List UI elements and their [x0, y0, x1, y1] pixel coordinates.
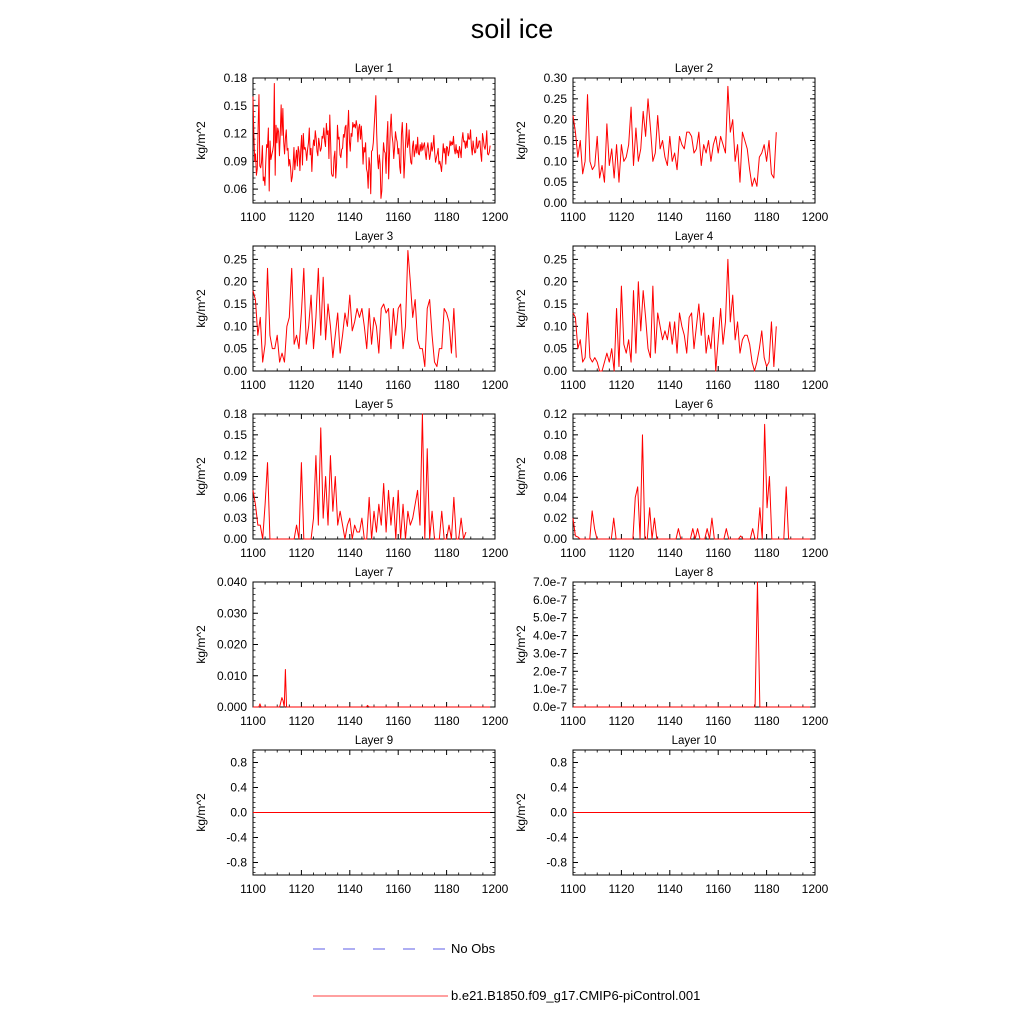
layer-8-ytick-label: 1.0e-7: [532, 682, 567, 697]
layer-10-xtick-label: 1180: [753, 882, 780, 896]
layer-3-xtick-label: 1100: [240, 378, 266, 392]
layer-1-xtick-label: 1140: [336, 210, 363, 224]
layer-3-ytick-label: 0.15: [223, 297, 247, 312]
layer-7-xtick-label: 1140: [336, 714, 363, 728]
layer-2-xtick-label: 1120: [608, 210, 635, 224]
layer-5-xtick-label: 1180: [433, 546, 460, 560]
layer-8-series-line: [573, 582, 810, 707]
layer-7-ytick-label: 0.030: [216, 606, 247, 621]
layer-7-ytick-label: 0.000: [216, 700, 247, 714]
layer-1-ytick-label: 0.09: [223, 154, 247, 169]
layer-8-ytick-label: 3.0e-7: [532, 646, 567, 661]
layer-10-ytick-label: -0.4: [546, 830, 567, 845]
layer-8-xtick-label: 1200: [801, 714, 829, 728]
layer-10-xtick-label: 1140: [656, 882, 683, 896]
layer-4-ytick-label: 0.15: [543, 297, 567, 312]
layer-1-xtick-label: 1120: [288, 210, 315, 224]
layer-8-ytick-label: 0.0e-7: [532, 700, 567, 714]
layer-2-ytick-label: 0.20: [543, 112, 567, 127]
layer-6-ylabel: kg/m^2: [514, 457, 528, 496]
layer-7-ytick-label: 0.010: [216, 668, 247, 683]
layer-6-xtick-label: 1160: [705, 546, 732, 560]
layer-4-ytick-label: 0.25: [543, 252, 567, 267]
layer-8-ytick-label: 5.0e-7: [532, 610, 567, 625]
layer-1-ytick-label: 0.18: [223, 71, 247, 85]
layer-4-ytick-label: 0.20: [543, 274, 567, 289]
layer-4-xtick-label: 1100: [560, 378, 586, 392]
layer-6-xtick-label: 1140: [656, 546, 683, 560]
layer-3-ytick-label: 0.00: [223, 364, 247, 378]
layer-8-xtick-label: 1160: [705, 714, 732, 728]
layer-9-ytick-label: 0.4: [230, 780, 247, 795]
layer-9-xtick-label: 1140: [336, 882, 363, 896]
layer-8-xtick-label: 1180: [753, 714, 780, 728]
layer-6-xtick-label: 1100: [560, 546, 586, 560]
layer-7-xtick-label: 1180: [433, 714, 460, 728]
layer-10-ytick-label: 0.0: [550, 805, 567, 820]
layer-6-plot-frame: [573, 414, 815, 539]
layer-6-xtick-label: 1180: [753, 546, 780, 560]
layer-8-plot-frame: [573, 582, 815, 707]
layer-2-plot-frame: [573, 78, 815, 203]
layer-5-ytick-label: 0.06: [223, 490, 247, 505]
layer-3-ytick-label: 0.20: [223, 274, 247, 289]
layer-3-ytick-label: 0.05: [223, 341, 247, 356]
layer-9-xtick-label: 1120: [288, 882, 315, 896]
layer-5-xtick-label: 1140: [336, 546, 363, 560]
layer-3-xtick-label: 1200: [481, 378, 509, 392]
layer-4-ytick-label: 0.10: [543, 319, 567, 334]
layer-2-ytick-label: 0.00: [543, 196, 567, 210]
layer-1-xtick-label: 1160: [385, 210, 412, 224]
layer-4-plot-frame: [573, 246, 815, 371]
layer-6-ytick-label: 0.06: [543, 469, 567, 484]
layer-8-ytick-label: 4.0e-7: [532, 628, 567, 643]
layer-3-title: Layer 3: [354, 231, 394, 243]
layer-9-xtick-label: 1160: [385, 882, 412, 896]
layer-5-series-line: [253, 414, 466, 539]
layer-3-xtick-label: 1140: [336, 378, 363, 392]
layer-3-series-line: [253, 250, 456, 366]
layer-1-title: Layer 1: [354, 63, 394, 75]
layer-4-ytick-label: 0.05: [543, 341, 567, 356]
layer-7-ytick-label: 0.020: [216, 637, 247, 652]
layer-8-xtick-label: 1100: [560, 714, 586, 728]
layer-8-title: Layer 8: [674, 567, 714, 579]
layer-9-ytick-label: 0.8: [230, 755, 247, 770]
layer-5-ylabel: kg/m^2: [194, 457, 208, 496]
layer-10-ytick-label: 0.4: [550, 780, 567, 795]
layer-6-ytick-label: 0.00: [543, 532, 567, 546]
layer-2-xtick-label: 1180: [753, 210, 780, 224]
layer-10-xtick-label: 1100: [560, 882, 586, 896]
layer-5-ytick-label: 0.00: [223, 532, 247, 546]
layer-9-xtick-label: 1200: [481, 882, 509, 896]
layer-4-xtick-label: 1140: [656, 378, 683, 392]
layer-7-title: Layer 7: [354, 567, 394, 579]
layer-8-ylabel: kg/m^2: [514, 625, 528, 664]
layer-9-title: Layer 9: [354, 735, 394, 747]
layer-7-ylabel: kg/m^2: [194, 625, 208, 664]
layer-3-xtick-label: 1180: [433, 378, 460, 392]
layer-8-ytick-label: 2.0e-7: [532, 664, 567, 679]
layer-4-series-line: [573, 259, 776, 371]
layer-1-xtick-label: 1100: [240, 210, 266, 224]
layer-6-ytick-label: 0.02: [543, 511, 567, 526]
layer-3-xtick-label: 1120: [288, 378, 315, 392]
layer-9-ytick-label: -0.8: [226, 855, 247, 870]
figure-title: soil ice: [470, 14, 554, 44]
layer-5-xtick-label: 1100: [240, 546, 266, 560]
layer-2-xtick-label: 1100: [560, 210, 586, 224]
layer-5-xtick-label: 1120: [288, 546, 315, 560]
layer-1-ytick-label: 0.15: [223, 98, 247, 113]
layer-7-series-line: [253, 670, 490, 708]
layer-4-title: Layer 4: [674, 231, 714, 243]
layer-7-ytick-label: 0.040: [216, 575, 247, 589]
layer-5-ytick-label: 0.15: [223, 427, 247, 442]
layer-7-plot-frame: [253, 582, 495, 707]
layer-2-ytick-label: 0.25: [543, 91, 567, 106]
layer-8-xtick-label: 1140: [656, 714, 683, 728]
layer-6-xtick-label: 1120: [608, 546, 635, 560]
layer-6-series-line: [573, 424, 810, 539]
layer-8-xtick-label: 1120: [608, 714, 635, 728]
layer-2-ytick-label: 0.10: [543, 154, 567, 169]
layer-2-xtick-label: 1140: [656, 210, 683, 224]
layer-7-xtick-label: 1200: [481, 714, 509, 728]
legend-obs-label: No Obs: [451, 941, 496, 956]
layer-9-ytick-label: 0.0: [230, 805, 247, 820]
layer-4-xtick-label: 1200: [801, 378, 829, 392]
layer-9-ylabel: kg/m^2: [194, 793, 208, 832]
layer-3-ytick-label: 0.10: [223, 319, 247, 334]
layer-2-xtick-label: 1200: [801, 210, 829, 224]
layer-4-ylabel: kg/m^2: [514, 289, 528, 328]
layer-7-xtick-label: 1100: [240, 714, 266, 728]
layer-1-ylabel: kg/m^2: [194, 121, 208, 160]
layer-9-xtick-label: 1180: [433, 882, 460, 896]
layer-6-title: Layer 6: [674, 399, 714, 411]
layer-4-xtick-label: 1160: [705, 378, 732, 392]
layer-1-series-line: [253, 84, 490, 199]
layer-9-xtick-label: 1100: [240, 882, 266, 896]
layer-4-xtick-label: 1120: [608, 378, 635, 392]
layer-10-xtick-label: 1200: [801, 882, 829, 896]
layer-10-ytick-label: 0.8: [550, 755, 567, 770]
layer-9-ytick-label: -0.4: [226, 830, 247, 845]
layer-1-xtick-label: 1200: [481, 210, 509, 224]
layer-1-ytick-label: 0.12: [223, 126, 247, 141]
layer-2-ytick-label: 0.05: [543, 175, 567, 190]
layer-5-title: Layer 5: [354, 399, 394, 411]
layer-2-ylabel: kg/m^2: [514, 121, 528, 160]
layer-8-ytick-label: 7.0e-7: [532, 575, 567, 589]
layer-1-plot-frame: [253, 78, 495, 203]
layer-3-ylabel: kg/m^2: [194, 289, 208, 328]
layer-2-ytick-label: 0.15: [543, 133, 567, 148]
layer-2-series-line: [573, 86, 776, 186]
layer-6-ytick-label: 0.04: [543, 490, 567, 505]
layer-10-ylabel: kg/m^2: [514, 793, 528, 832]
layer-7-xtick-label: 1120: [288, 714, 315, 728]
layer-2-ytick-label: 0.30: [543, 71, 567, 85]
layer-5-ytick-label: 0.12: [223, 448, 247, 463]
layer-5-ytick-label: 0.09: [223, 469, 247, 484]
layer-5-ytick-label: 0.18: [223, 407, 247, 421]
layer-8-ytick-label: 6.0e-7: [532, 592, 567, 607]
layer-6-ytick-label: 0.10: [543, 427, 567, 442]
layer-6-ytick-label: 0.08: [543, 448, 567, 463]
legend-model-label: b.e21.B1850.f09_g17.CMIP6-piControl.001: [451, 988, 701, 1003]
layer-7-xtick-label: 1160: [385, 714, 412, 728]
layer-10-title: Layer 10: [671, 735, 717, 747]
layer-5-ytick-label: 0.03: [223, 511, 247, 526]
layer-5-xtick-label: 1160: [385, 546, 412, 560]
layer-3-ytick-label: 0.25: [223, 252, 247, 267]
layer-5-xtick-label: 1200: [481, 546, 509, 560]
layer-2-title: Layer 2: [674, 63, 714, 75]
layer-6-xtick-label: 1200: [801, 546, 829, 560]
layer-10-ytick-label: -0.8: [546, 855, 567, 870]
layer-4-xtick-label: 1180: [753, 378, 780, 392]
layer-1-ytick-label: 0.06: [223, 182, 247, 197]
layer-5-plot-frame: [253, 414, 495, 539]
layer-10-xtick-label: 1120: [608, 882, 635, 896]
layer-10-xtick-label: 1160: [705, 882, 732, 896]
layer-1-xtick-label: 1180: [433, 210, 460, 224]
layer-6-ytick-label: 0.12: [543, 407, 567, 421]
layer-2-xtick-label: 1160: [705, 210, 732, 224]
layer-4-ytick-label: 0.00: [543, 364, 567, 378]
layer-3-xtick-label: 1160: [385, 378, 412, 392]
